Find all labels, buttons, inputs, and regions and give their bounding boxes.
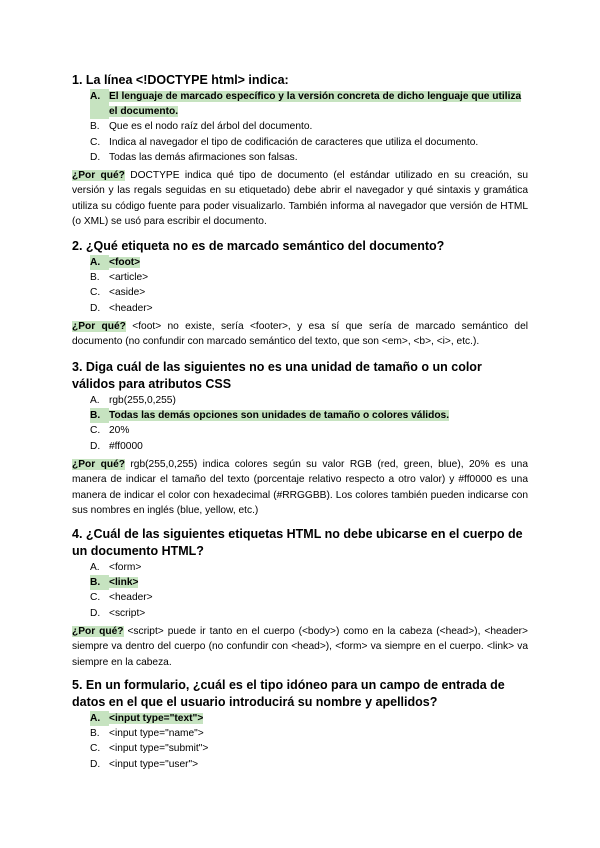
- option-b-correct: [90, 575, 528, 590]
- why-label: ¿Por qué?: [72, 170, 125, 182]
- options-list: [72, 711, 528, 772]
- option-letter: A.: [90, 89, 109, 119]
- option-text: <input type="submit">: [109, 743, 209, 755]
- question-5: [72, 677, 528, 772]
- option-text: <input type="text">: [109, 713, 204, 724]
- question-title: 1. La línea <!DOCTYPE html> indica:: [72, 73, 289, 87]
- option-letter: A.: [90, 711, 109, 726]
- option-d: [90, 439, 528, 454]
- option-b-correct: [90, 408, 528, 423]
- option-text: Todas las demás afirmaciones son falsas.: [109, 151, 298, 163]
- explanation: [72, 624, 528, 670]
- option-d: [90, 150, 528, 165]
- option-c: [90, 423, 528, 438]
- explanation: [72, 457, 528, 519]
- option-a: [90, 393, 528, 408]
- option-d: [90, 301, 528, 316]
- explanation-text: <foot> no existe, sería <footer>, y esa sí que sería de marcado semántico del documento (no confundir con marcado semántico del texto, que son <em>, <b>, <i>, etc.).: [72, 320, 528, 348]
- question-title: 2. ¿Qué etiqueta no es de marcado semántico del documento?: [72, 239, 445, 253]
- option-letter: B.: [90, 728, 100, 740]
- option-c: [90, 590, 528, 605]
- why-label: ¿Por qué?: [72, 458, 125, 470]
- option-text: rgb(255,0,255): [109, 395, 176, 406]
- why-label: ¿Por qué?: [72, 625, 124, 637]
- option-letter: D.: [90, 302, 101, 314]
- option-text: Que es el nodo raíz del árbol del documento.: [109, 121, 313, 133]
- question-3: [72, 359, 528, 518]
- question-2: [72, 238, 528, 350]
- explanation: [72, 319, 528, 350]
- options-list: [72, 393, 528, 454]
- option-letter: B.: [90, 408, 109, 423]
- option-c: [90, 741, 528, 756]
- question-4: [72, 526, 528, 670]
- option-c: [90, 135, 528, 150]
- option-text: <header>: [109, 302, 153, 314]
- explanation-text: DOCTYPE indica qué tipo de documento (el estándar utilizado en su creación, su versión y las regals seguidas en su etiquetado) debe abrir el navegador y qué sintaxis y gramática utiliza su código fuente para poder visualizarlo. También informa al navegador que versión de HTML (o XML) se usó para escribir el documento.: [72, 170, 528, 228]
- option-b: [90, 119, 528, 134]
- explanation-text: rgb(255,0,255) indica colores según su valor RGB (red, green, blue), 20% es una manera de indicar el tamaño del texto (porcentaje relativo respecto a otro valor) y #ff0000 es una manera de indicar el color con hexadecimal (#RRGGBB). Los colores también pueden indicarse con sus nombres en inglés (blue, yellow, etc.): [72, 458, 528, 517]
- option-text: <foot>: [109, 257, 141, 268]
- option-d: [90, 757, 528, 772]
- question-title: 4. ¿Cuál de las siguientes etiquetas HTML no debe ubicarse en el cuerpo de un documento HTML?: [72, 527, 523, 558]
- options-list: [72, 255, 528, 316]
- option-letter: B.: [90, 121, 100, 133]
- option-letter: A.: [90, 562, 100, 573]
- option-d: [90, 606, 528, 621]
- question-1: [72, 72, 528, 230]
- option-letter: C.: [90, 592, 101, 604]
- option-a: [90, 560, 528, 575]
- option-letter: B.: [90, 272, 100, 284]
- option-text: <input type="user">: [109, 758, 199, 770]
- option-text: Todas las demás opciones son unidades de tamaño o colores válidos.: [109, 410, 450, 422]
- option-letter: C.: [90, 287, 101, 299]
- option-b: [90, 270, 528, 285]
- option-letter: D.: [90, 607, 101, 619]
- option-text: <article>: [109, 272, 149, 284]
- explanation-text: <script> puede ir tanto en el cuerpo (<body>) como en la cabeza (<head>), <header> siempre va dentro del cuerpo (no confundir con <head>), <form> va siempre en el cuerpo. <link> va siempre en la cabeza.: [72, 625, 528, 668]
- option-text: <script>: [109, 607, 146, 619]
- option-letter: C.: [90, 425, 101, 437]
- option-text: <header>: [109, 592, 153, 604]
- option-a-correct: [90, 711, 528, 726]
- option-text: <aside>: [109, 287, 146, 299]
- options-list: [72, 89, 528, 165]
- why-label: ¿Por qué?: [72, 320, 126, 332]
- option-text: El lenguaje de marcado específico y la versión concreta de dicho lenguaje que utiliza el documento.: [109, 91, 522, 118]
- option-letter: C.: [90, 743, 101, 755]
- option-text: Indica al navegador el tipo de codificación de caracteres que utiliza el documento.: [109, 136, 479, 148]
- options-list: [72, 560, 528, 621]
- option-letter: D.: [90, 151, 101, 163]
- option-letter: A.: [90, 255, 109, 270]
- question-title: 3. Diga cuál de las siguientes no es una unidad de tamaño o un color válidos para atributos CSS: [72, 360, 482, 391]
- option-a-correct: [90, 255, 528, 270]
- option-letter: A.: [90, 395, 100, 406]
- option-letter: C.: [90, 136, 101, 148]
- option-letter: D.: [90, 440, 101, 452]
- question-title: 5. En un formulario, ¿cuál es el tipo idóneo para un campo de entrada de datos en el que el usuario introducirá su nombre y apellidos?: [72, 678, 505, 709]
- option-text: 20%: [109, 425, 130, 437]
- option-letter: D.: [90, 758, 101, 770]
- option-text: <input type="name">: [109, 728, 204, 740]
- option-c: [90, 285, 528, 300]
- option-letter: B.: [90, 575, 109, 590]
- option-text: #ff0000: [109, 440, 143, 452]
- option-a-correct: [90, 89, 528, 119]
- option-b: [90, 726, 528, 741]
- option-text: <form>: [109, 562, 142, 573]
- explanation: [72, 168, 528, 230]
- option-text: <link>: [109, 577, 139, 589]
